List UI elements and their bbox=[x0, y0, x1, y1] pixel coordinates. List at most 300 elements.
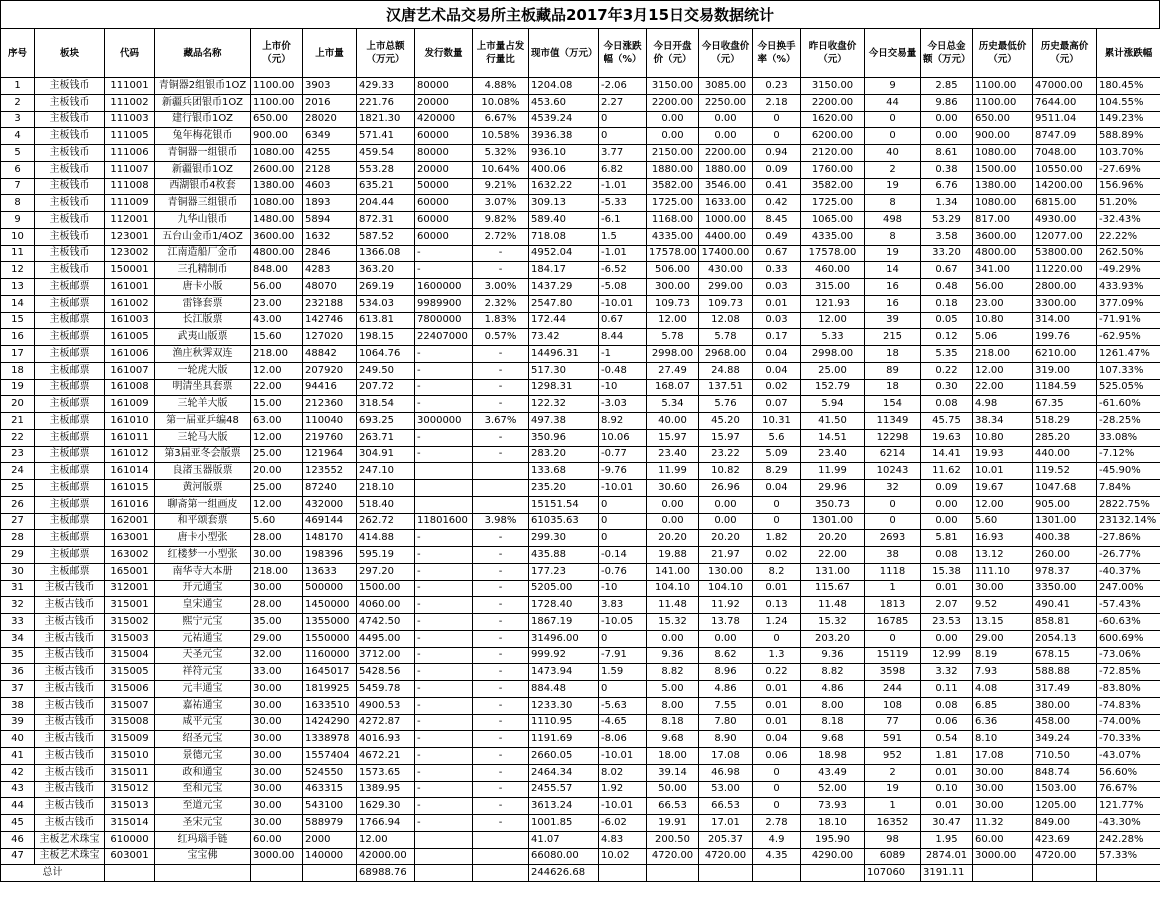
row-list-price: 30.00 bbox=[251, 798, 303, 815]
row-volume: 1 bbox=[865, 580, 921, 597]
row-issue-qty: - bbox=[415, 664, 473, 681]
row-list-amount: 207.72 bbox=[357, 379, 415, 396]
row-volume: 6214 bbox=[865, 446, 921, 463]
row-open-price: 0.00 bbox=[647, 496, 699, 513]
row-code: 161007 bbox=[105, 362, 155, 379]
row-volume: 1813 bbox=[865, 597, 921, 614]
row-market-value: 1233.30 bbox=[529, 697, 599, 714]
row-open-price: 12.00 bbox=[647, 312, 699, 329]
row-hist-high: 7644.00 bbox=[1033, 94, 1097, 111]
row-issue-qty: 20000 bbox=[415, 94, 473, 111]
row-prev-close: 4290.00 bbox=[801, 848, 865, 865]
table-row bbox=[1, 128, 1160, 145]
row-sector: 主板古钱币 bbox=[35, 731, 105, 748]
row-amount: 0.08 bbox=[921, 396, 973, 413]
row-amount: 0.00 bbox=[921, 513, 973, 530]
row-open-price: 15.32 bbox=[647, 614, 699, 631]
row-open-price: 18.00 bbox=[647, 748, 699, 765]
row-open-price: 2150.00 bbox=[647, 145, 699, 162]
table-row bbox=[1, 798, 1160, 815]
row-list-amount: 269.19 bbox=[357, 279, 415, 296]
row-amount: 45.75 bbox=[921, 413, 973, 430]
row-hist-high: 905.00 bbox=[1033, 496, 1097, 513]
row-close-price: 3085.00 bbox=[699, 78, 753, 95]
column-header: 今日交易量 bbox=[865, 29, 921, 78]
row-cum-change: 33.08% bbox=[1097, 429, 1160, 446]
row-amount: 3.58 bbox=[921, 228, 973, 245]
row-name: 九华山银币 bbox=[155, 212, 251, 229]
row-list-qty: 6349 bbox=[303, 128, 357, 145]
row-index: 39 bbox=[1, 714, 35, 731]
row-cum-change: 180.45% bbox=[1097, 78, 1160, 95]
row-open-price: 2200.00 bbox=[647, 94, 699, 111]
row-list-qty: 1450000 bbox=[303, 597, 357, 614]
row-hist-high: 349.24 bbox=[1033, 731, 1097, 748]
row-name: 建行银币1OZ bbox=[155, 111, 251, 128]
column-header: 上市量 bbox=[303, 29, 357, 78]
row-hist-low: 30.00 bbox=[973, 781, 1033, 798]
row-list-amount: 595.19 bbox=[357, 547, 415, 564]
row-change-pct: 0 bbox=[599, 530, 647, 547]
row-list-price: 2600.00 bbox=[251, 161, 303, 178]
row-open-price: 5.34 bbox=[647, 396, 699, 413]
row-name: 新疆兵团银币1OZ bbox=[155, 94, 251, 111]
row-hist-low: 650.00 bbox=[973, 111, 1033, 128]
row-issue-qty: - bbox=[415, 446, 473, 463]
row-issue-qty: - bbox=[415, 748, 473, 765]
row-market-value: 1298.31 bbox=[529, 379, 599, 396]
row-volume: 32 bbox=[865, 480, 921, 497]
row-list-price: 33.00 bbox=[251, 664, 303, 681]
row-open-price: 300.00 bbox=[647, 279, 699, 296]
row-list-ratio bbox=[473, 848, 529, 865]
row-list-price: 1380.00 bbox=[251, 178, 303, 195]
row-volume: 14 bbox=[865, 262, 921, 279]
row-change-pct: -0.77 bbox=[599, 446, 647, 463]
row-index: 9 bbox=[1, 212, 35, 229]
row-index: 2 bbox=[1, 94, 35, 111]
row-volume: 1118 bbox=[865, 563, 921, 580]
row-name: 和平颂套票 bbox=[155, 513, 251, 530]
row-market-value: 350.96 bbox=[529, 429, 599, 446]
row-issue-qty bbox=[415, 831, 473, 848]
row-close-price: 0.00 bbox=[699, 513, 753, 530]
row-list-ratio: - bbox=[473, 396, 529, 413]
row-index: 6 bbox=[1, 161, 35, 178]
table-row bbox=[1, 664, 1160, 681]
row-prev-close: 195.90 bbox=[801, 831, 865, 848]
row-amount: 2874.01 bbox=[921, 848, 973, 865]
row-hist-high: 3350.00 bbox=[1033, 580, 1097, 597]
row-hist-high: 285.20 bbox=[1033, 429, 1097, 446]
row-amount: 0.08 bbox=[921, 547, 973, 564]
row-prev-close: 350.73 bbox=[801, 496, 865, 513]
row-close-price: 7.80 bbox=[699, 714, 753, 731]
row-turnover: 4.35 bbox=[753, 848, 801, 865]
row-amount: 0.00 bbox=[921, 128, 973, 145]
column-header: 今日总金额（万元） bbox=[921, 29, 973, 78]
row-prev-close: 1301.00 bbox=[801, 513, 865, 530]
row-hist-high: 1184.59 bbox=[1033, 379, 1097, 396]
column-header: 今日收盘价（元） bbox=[699, 29, 753, 78]
row-hist-high: 849.00 bbox=[1033, 815, 1097, 832]
row-turnover: 0.01 bbox=[753, 681, 801, 698]
row-change-pct: -0.14 bbox=[599, 547, 647, 564]
row-hist-low: 7.93 bbox=[973, 664, 1033, 681]
column-header: 上市量占发行量比 bbox=[473, 29, 529, 78]
total-blank bbox=[699, 865, 753, 882]
row-list-qty: 1424290 bbox=[303, 714, 357, 731]
row-cum-change: 242.28% bbox=[1097, 831, 1160, 848]
row-turnover: 1.24 bbox=[753, 614, 801, 631]
row-close-price: 205.37 bbox=[699, 831, 753, 848]
row-amount: 0.11 bbox=[921, 681, 973, 698]
row-list-price: 30.00 bbox=[251, 781, 303, 798]
row-list-price: 3000.00 bbox=[251, 848, 303, 865]
row-amount: 33.20 bbox=[921, 245, 973, 262]
row-turnover: 0.07 bbox=[753, 396, 801, 413]
row-list-amount: 613.81 bbox=[357, 312, 415, 329]
row-turnover: 0.41 bbox=[753, 178, 801, 195]
row-list-amount: 262.72 bbox=[357, 513, 415, 530]
row-code: 123001 bbox=[105, 228, 155, 245]
row-cum-change: -74.83% bbox=[1097, 697, 1160, 714]
row-volume: 498 bbox=[865, 212, 921, 229]
row-list-ratio: - bbox=[473, 262, 529, 279]
row-prev-close: 14.51 bbox=[801, 429, 865, 446]
total-blank bbox=[1097, 865, 1160, 882]
row-hist-low: 111.10 bbox=[973, 563, 1033, 580]
row-list-price: 15.60 bbox=[251, 329, 303, 346]
row-market-value: 15151.54 bbox=[529, 496, 599, 513]
row-close-price: 17.08 bbox=[699, 748, 753, 765]
row-hist-low: 1080.00 bbox=[973, 195, 1033, 212]
row-sector: 主板古钱币 bbox=[35, 714, 105, 731]
column-header: 累计涨跌幅 bbox=[1097, 29, 1160, 78]
row-issue-qty: - bbox=[415, 798, 473, 815]
row-turnover: 0 bbox=[753, 513, 801, 530]
row-market-value: 936.10 bbox=[529, 145, 599, 162]
row-cum-change: 76.67% bbox=[1097, 781, 1160, 798]
row-name: 五台山金币1/4OZ bbox=[155, 228, 251, 245]
row-cum-change: -71.91% bbox=[1097, 312, 1160, 329]
row-turnover: 2.78 bbox=[753, 815, 801, 832]
row-name: 嘉祐通宝 bbox=[155, 697, 251, 714]
row-list-ratio: 4.88% bbox=[473, 78, 529, 95]
row-cum-change: 107.33% bbox=[1097, 362, 1160, 379]
row-open-price: 39.14 bbox=[647, 764, 699, 781]
row-sector: 主板钱币 bbox=[35, 245, 105, 262]
row-list-amount: 1573.65 bbox=[357, 764, 415, 781]
row-list-qty: 2128 bbox=[303, 161, 357, 178]
row-list-price: 23.00 bbox=[251, 295, 303, 312]
row-volume: 18 bbox=[865, 379, 921, 396]
row-market-value: 435.88 bbox=[529, 547, 599, 564]
row-sector: 主板邮票 bbox=[35, 480, 105, 497]
row-turnover: 2.18 bbox=[753, 94, 801, 111]
row-open-price: 19.91 bbox=[647, 815, 699, 832]
row-prev-close: 4335.00 bbox=[801, 228, 865, 245]
row-list-qty: 432000 bbox=[303, 496, 357, 513]
row-issue-qty: - bbox=[415, 379, 473, 396]
row-list-price: 12.00 bbox=[251, 429, 303, 446]
row-cum-change: -60.63% bbox=[1097, 614, 1160, 631]
row-list-amount: 4016.93 bbox=[357, 731, 415, 748]
row-prev-close: 29.96 bbox=[801, 480, 865, 497]
row-list-ratio: 6.67% bbox=[473, 111, 529, 128]
row-list-price: 25.00 bbox=[251, 480, 303, 497]
row-issue-qty: - bbox=[415, 764, 473, 781]
row-change-pct: -0.76 bbox=[599, 563, 647, 580]
row-hist-low: 38.34 bbox=[973, 413, 1033, 430]
total-blank bbox=[801, 865, 865, 882]
row-name: 青铜器三组银币 bbox=[155, 195, 251, 212]
row-volume: 19 bbox=[865, 178, 921, 195]
row-change-pct: 3.83 bbox=[599, 597, 647, 614]
row-hist-high: 848.74 bbox=[1033, 764, 1097, 781]
row-sector: 主板钱币 bbox=[35, 212, 105, 229]
row-list-ratio: - bbox=[473, 697, 529, 714]
row-sector: 主板艺术珠宝 bbox=[35, 831, 105, 848]
row-cum-change: -70.33% bbox=[1097, 731, 1160, 748]
row-list-amount: 459.54 bbox=[357, 145, 415, 162]
row-close-price: 130.00 bbox=[699, 563, 753, 580]
row-list-qty: 28020 bbox=[303, 111, 357, 128]
row-list-ratio: - bbox=[473, 362, 529, 379]
row-hist-high: 423.69 bbox=[1033, 831, 1097, 848]
row-index: 45 bbox=[1, 815, 35, 832]
row-hist-high: 2054.13 bbox=[1033, 630, 1097, 647]
row-close-price: 13.78 bbox=[699, 614, 753, 631]
row-sector: 主板古钱币 bbox=[35, 630, 105, 647]
row-index: 20 bbox=[1, 396, 35, 413]
row-prev-close: 52.00 bbox=[801, 781, 865, 798]
row-name: 红楼梦一小型张 bbox=[155, 547, 251, 564]
row-code: 315001 bbox=[105, 597, 155, 614]
row-hist-high: 2800.00 bbox=[1033, 279, 1097, 296]
row-list-ratio: - bbox=[473, 647, 529, 664]
row-list-amount: 534.03 bbox=[357, 295, 415, 312]
row-name: 三轮马大版 bbox=[155, 429, 251, 446]
column-header: 历史最低价（元） bbox=[973, 29, 1033, 78]
row-issue-qty: - bbox=[415, 714, 473, 731]
row-close-price: 8.96 bbox=[699, 664, 753, 681]
row-amount: 14.41 bbox=[921, 446, 973, 463]
row-prev-close: 8.82 bbox=[801, 664, 865, 681]
row-sector: 主板古钱币 bbox=[35, 614, 105, 631]
table-row bbox=[1, 279, 1160, 296]
row-open-price: 0.00 bbox=[647, 630, 699, 647]
row-close-price: 2250.00 bbox=[699, 94, 753, 111]
row-sector: 主板邮票 bbox=[35, 295, 105, 312]
row-hist-low: 900.00 bbox=[973, 128, 1033, 145]
row-sector: 主板钱币 bbox=[35, 145, 105, 162]
row-list-ratio: - bbox=[473, 346, 529, 363]
row-hist-low: 6.36 bbox=[973, 714, 1033, 731]
row-list-price: 22.00 bbox=[251, 379, 303, 396]
row-prev-close: 4.86 bbox=[801, 681, 865, 698]
row-issue-qty: 1600000 bbox=[415, 279, 473, 296]
row-change-pct: 1.92 bbox=[599, 781, 647, 798]
row-hist-high: 6210.00 bbox=[1033, 346, 1097, 363]
row-volume: 0 bbox=[865, 496, 921, 513]
total-volume: 107060 bbox=[865, 865, 921, 882]
row-issue-qty: 22407000 bbox=[415, 329, 473, 346]
row-sector: 主板古钱币 bbox=[35, 647, 105, 664]
row-hist-low: 10.80 bbox=[973, 429, 1033, 446]
row-code: 315012 bbox=[105, 781, 155, 798]
row-change-pct: -8.06 bbox=[599, 731, 647, 748]
row-market-value: 2660.05 bbox=[529, 748, 599, 765]
row-change-pct: -6.52 bbox=[599, 262, 647, 279]
row-sector: 主板艺术珠宝 bbox=[35, 848, 105, 865]
row-list-amount: 4900.53 bbox=[357, 697, 415, 714]
row-hist-low: 30.00 bbox=[973, 580, 1033, 597]
row-issue-qty: 80000 bbox=[415, 145, 473, 162]
table-row bbox=[1, 580, 1160, 597]
table-row bbox=[1, 697, 1160, 714]
row-cum-change: -43.30% bbox=[1097, 815, 1160, 832]
row-list-price: 15.00 bbox=[251, 396, 303, 413]
row-cum-change: 7.84% bbox=[1097, 480, 1160, 497]
table-row bbox=[1, 848, 1160, 865]
row-code: 111008 bbox=[105, 178, 155, 195]
row-list-ratio bbox=[473, 496, 529, 513]
row-change-pct: 0.67 bbox=[599, 312, 647, 329]
row-turnover: 0.04 bbox=[753, 346, 801, 363]
row-cum-change: 51.20% bbox=[1097, 195, 1160, 212]
column-header: 今日涨跌幅（%） bbox=[599, 29, 647, 78]
row-list-price: 650.00 bbox=[251, 111, 303, 128]
row-cum-change: -57.43% bbox=[1097, 597, 1160, 614]
row-index: 41 bbox=[1, 748, 35, 765]
row-index: 25 bbox=[1, 480, 35, 497]
row-open-price: 109.73 bbox=[647, 295, 699, 312]
row-list-price: 60.00 bbox=[251, 831, 303, 848]
row-prev-close: 25.00 bbox=[801, 362, 865, 379]
row-list-qty: 1819925 bbox=[303, 681, 357, 698]
row-list-qty: 121964 bbox=[303, 446, 357, 463]
row-cum-change: -28.25% bbox=[1097, 413, 1160, 430]
row-volume: 1 bbox=[865, 798, 921, 815]
row-list-amount: 247.10 bbox=[357, 463, 415, 480]
row-turnover: 0 bbox=[753, 111, 801, 128]
row-cum-change: 103.70% bbox=[1097, 145, 1160, 162]
row-change-pct: 0 bbox=[599, 681, 647, 698]
row-hist-high: 1503.00 bbox=[1033, 781, 1097, 798]
row-prev-close: 9.36 bbox=[801, 647, 865, 664]
row-list-amount: 4272.87 bbox=[357, 714, 415, 731]
row-change-pct: -10.01 bbox=[599, 295, 647, 312]
row-index: 21 bbox=[1, 413, 35, 430]
table-row bbox=[1, 563, 1160, 580]
row-list-ratio: - bbox=[473, 630, 529, 647]
row-list-price: 4800.00 bbox=[251, 245, 303, 262]
row-sector: 主板邮票 bbox=[35, 547, 105, 564]
row-change-pct: 10.06 bbox=[599, 429, 647, 446]
row-market-value: 309.13 bbox=[529, 195, 599, 212]
row-open-price: 1725.00 bbox=[647, 195, 699, 212]
row-list-qty: 232188 bbox=[303, 295, 357, 312]
row-change-pct: 2.27 bbox=[599, 94, 647, 111]
row-market-value: 3613.24 bbox=[529, 798, 599, 815]
row-hist-high: 11220.00 bbox=[1033, 262, 1097, 279]
row-index: 30 bbox=[1, 563, 35, 580]
row-close-price: 1633.00 bbox=[699, 195, 753, 212]
row-issue-qty: 7800000 bbox=[415, 312, 473, 329]
row-change-pct: 8.44 bbox=[599, 329, 647, 346]
row-index: 29 bbox=[1, 547, 35, 564]
table-row bbox=[1, 396, 1160, 413]
row-hist-low: 13.12 bbox=[973, 547, 1033, 564]
row-prev-close: 18.10 bbox=[801, 815, 865, 832]
row-volume: 154 bbox=[865, 396, 921, 413]
row-list-qty: 142746 bbox=[303, 312, 357, 329]
row-open-price: 40.00 bbox=[647, 413, 699, 430]
row-prev-close: 2200.00 bbox=[801, 94, 865, 111]
row-volume: 40 bbox=[865, 145, 921, 162]
row-name: 天圣元宝 bbox=[155, 647, 251, 664]
row-name: 三轮羊大版 bbox=[155, 396, 251, 413]
row-code: 165001 bbox=[105, 563, 155, 580]
row-list-ratio: - bbox=[473, 245, 529, 262]
row-hist-low: 10.01 bbox=[973, 463, 1033, 480]
row-hist-low: 3600.00 bbox=[973, 228, 1033, 245]
row-list-amount: 4495.00 bbox=[357, 630, 415, 647]
row-issue-qty: 3000000 bbox=[415, 413, 473, 430]
row-list-price: 218.00 bbox=[251, 346, 303, 363]
row-change-pct: 8.02 bbox=[599, 764, 647, 781]
row-index: 17 bbox=[1, 346, 35, 363]
row-code: 603001 bbox=[105, 848, 155, 865]
row-issue-qty: 80000 bbox=[415, 78, 473, 95]
row-index: 33 bbox=[1, 614, 35, 631]
row-volume: 38 bbox=[865, 547, 921, 564]
row-code: 111001 bbox=[105, 78, 155, 95]
row-list-qty: 469144 bbox=[303, 513, 357, 530]
row-sector: 主板古钱币 bbox=[35, 697, 105, 714]
row-close-price: 17400.00 bbox=[699, 245, 753, 262]
row-name: 唐卡小版 bbox=[155, 279, 251, 296]
row-change-pct: -5.08 bbox=[599, 279, 647, 296]
row-index: 18 bbox=[1, 362, 35, 379]
row-list-ratio: 10.64% bbox=[473, 161, 529, 178]
row-list-qty: 2000 bbox=[303, 831, 357, 848]
row-close-price: 4.86 bbox=[699, 681, 753, 698]
row-change-pct: -5.33 bbox=[599, 195, 647, 212]
row-issue-qty: 60000 bbox=[415, 195, 473, 212]
row-hist-low: 22.00 bbox=[973, 379, 1033, 396]
row-list-price: 30.00 bbox=[251, 815, 303, 832]
row-list-ratio: - bbox=[473, 429, 529, 446]
row-code: 315002 bbox=[105, 614, 155, 631]
row-name: 一轮虎大版 bbox=[155, 362, 251, 379]
row-list-ratio: - bbox=[473, 597, 529, 614]
row-issue-qty: 420000 bbox=[415, 111, 473, 128]
row-list-price: 25.00 bbox=[251, 446, 303, 463]
row-open-price: 3582.00 bbox=[647, 178, 699, 195]
row-list-amount: 429.33 bbox=[357, 78, 415, 95]
row-sector: 主板古钱币 bbox=[35, 597, 105, 614]
row-index: 44 bbox=[1, 798, 35, 815]
row-sector: 主板钱币 bbox=[35, 128, 105, 145]
row-volume: 16 bbox=[865, 279, 921, 296]
row-name: 第3届亚冬会版票 bbox=[155, 446, 251, 463]
row-volume: 89 bbox=[865, 362, 921, 379]
row-prev-close: 23.40 bbox=[801, 446, 865, 463]
row-hist-high: 9511.04 bbox=[1033, 111, 1097, 128]
row-volume: 3598 bbox=[865, 664, 921, 681]
